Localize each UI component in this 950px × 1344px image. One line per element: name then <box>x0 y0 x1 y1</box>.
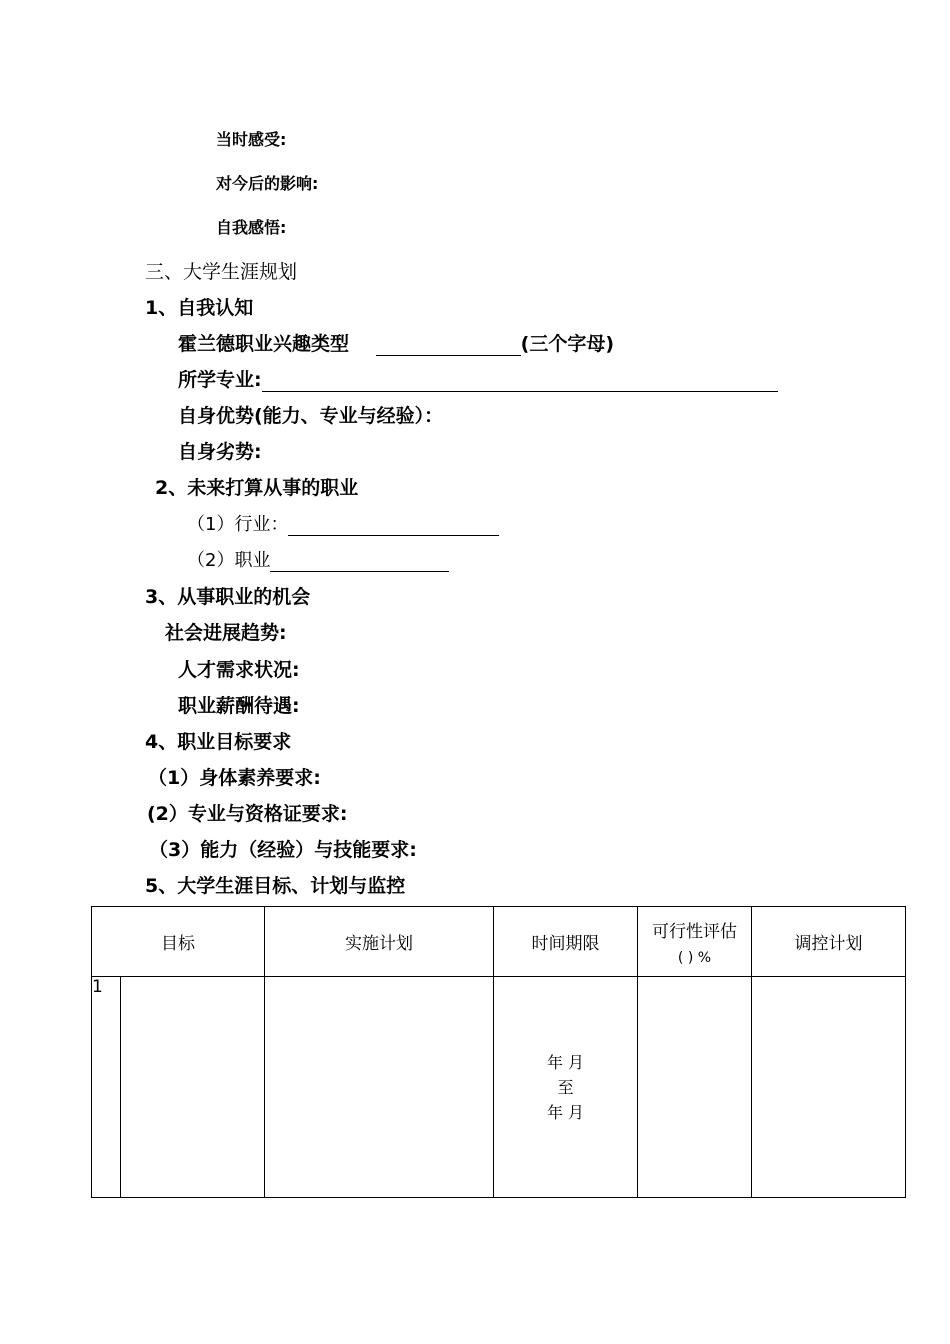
holland-label: 霍兰德职业兴趣类型 <box>178 333 350 355</box>
insight-label: 自我感悟: <box>216 218 287 237</box>
header-implementation: 实施计划 <box>265 907 494 977</box>
feasibility-label: 可行性评估 <box>652 922 737 942</box>
major-row <box>178 365 778 392</box>
holland-blank <box>376 335 521 356</box>
opportunities-title: 3、从事职业的机会 <box>145 586 311 608</box>
holland-row <box>178 329 614 356</box>
header-goal: 目标 <box>92 907 265 977</box>
physical-req-label: （1）身体素养要求: <box>148 767 321 789</box>
feeling-label: 当时感受: <box>216 130 287 149</box>
holland-suffix: (三个字母) <box>520 333 615 355</box>
adjust-cell[interactable] <box>752 977 906 1198</box>
talent-demand-label: 人才需求状况: <box>178 659 300 681</box>
ability-req-label: （3）能力（经验）与技能要求: <box>149 839 417 861</box>
period-to: 年 月 <box>546 1102 585 1122</box>
industry-blank <box>288 517 499 536</box>
future-career-title: 2、未来打算从事的职业 <box>155 477 359 499</box>
header-period: 时间期限 <box>494 907 638 977</box>
job-label: （2）职业 <box>187 550 271 571</box>
row-index: 1 <box>92 977 121 1198</box>
strengths-label: 自身优势(能力、专业与经验）： <box>178 405 444 427</box>
major-label: 所学专业: <box>178 369 262 391</box>
social-trend-label: 社会进展趋势: <box>165 622 287 644</box>
header-feasibility <box>638 907 752 977</box>
period-cell[interactable] <box>494 977 638 1198</box>
job-blank <box>270 553 449 572</box>
period-to-word: 至 <box>557 1077 574 1097</box>
table-row <box>92 977 906 1198</box>
goal-cell[interactable] <box>121 977 265 1198</box>
implementation-cell[interactable] <box>265 977 494 1198</box>
plan-table <box>91 906 906 1198</box>
industry-label: （1）行业： <box>187 514 289 535</box>
impact-label: 对今后的影响: <box>216 174 319 193</box>
plan-section-title: 5、大学生涯目标、计划与监控 <box>145 875 406 897</box>
professional-req-label: (2）专业与资格证要求: <box>147 803 348 825</box>
job-row <box>187 546 449 572</box>
industry-row <box>187 510 499 536</box>
self-knowledge-title: 1、自我认知 <box>145 297 254 319</box>
requirements-title: 4、职业目标要求 <box>145 731 292 753</box>
header-adjust: 调控计划 <box>752 907 906 977</box>
major-blank <box>262 371 778 392</box>
table-header-row <box>92 907 906 977</box>
section-three-title: 三、大学生涯规划 <box>145 261 298 283</box>
weaknesses-label: 自身劣势: <box>178 441 262 463</box>
feasibility-cell[interactable] <box>638 977 752 1198</box>
salary-label: 职业薪酬待遇: <box>178 695 300 717</box>
period-from: 年 月 <box>546 1052 585 1072</box>
feasibility-percent: ( ) % <box>677 950 712 966</box>
